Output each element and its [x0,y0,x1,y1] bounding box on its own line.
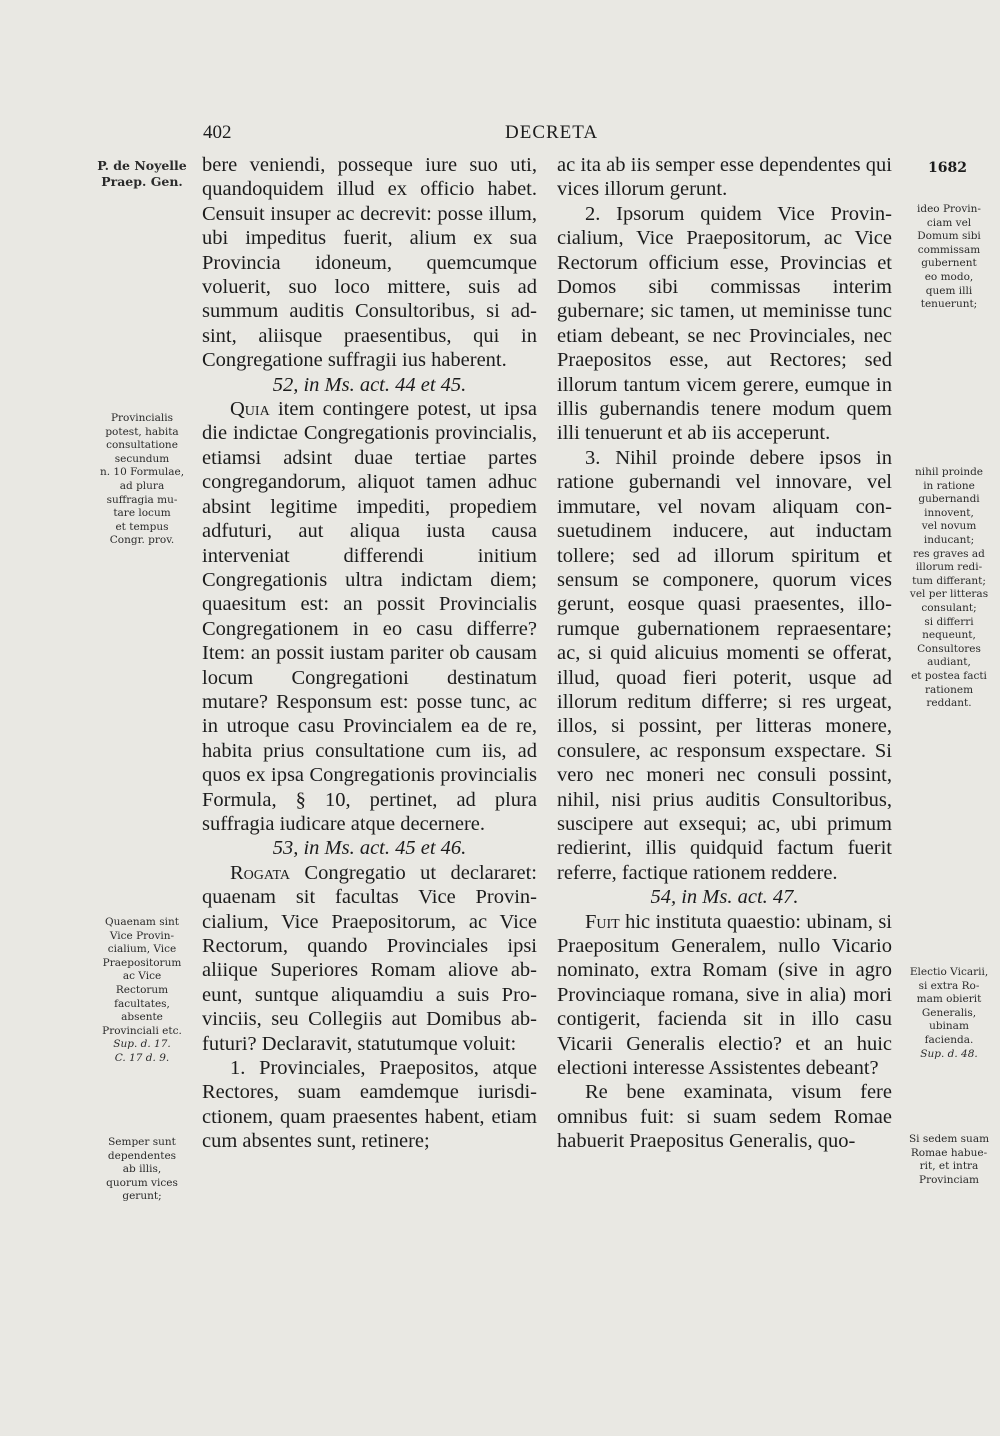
margin-note-electio [902,966,996,1061]
right-text-column [557,153,892,1154]
paragraph: bere veniendi, posseque iure suo uti, quandoquidem illud ex officio habet. Censuit insuper ac decrevit: posse illum, ubi impeditus fuerit, alium ex sua Provincia idoneum, quemcumque voluerit, suo loco mittere, suis ad summum auditis Consultoribus, si adsint, aliisque praesentibus, qui in Congregatione suffragii ius haberent. [202,154,537,372]
margin-line: vel per litteras [909,588,989,601]
author-title: Praep. Gen. [101,174,183,189]
lead-word: Fuit [585,910,620,933]
margin-line: quorum vices [106,1176,178,1189]
lead-word: Rogata [230,861,290,884]
left-text-column [202,153,537,1154]
margin-note-si-sedem [902,1133,996,1187]
paragraph: 2. Ipsorum quidem Vice Provincialium, Vice Praepositorum, ac Vice Rectorum officium esse, Provincias et Domos sibi commissas interim gubernare; sic tamen, ut meminisse tunc etiam debeant, se nec Provinciales, nec Praepositos esse, aut Rectores; sed illorum tantum vicem gerere, eumque in illis gubernandis tenere modum quem illi tenuerunt et ab iis acceperunt. [557,202,892,445]
margin-line: Domum sibi [917,230,981,243]
running-title: DECRETA [505,122,599,143]
margin-reference: Sup. d. 48. [920,1047,978,1060]
margin-line: gubernent [921,257,977,270]
author-margin-note [96,158,188,190]
margin-line: nihil proinde [914,466,984,478]
margin-line: reddant. [926,697,972,710]
margin-line: vel novum [921,520,977,533]
lead-word: Quia [230,398,270,421]
margin-reference: C. 17 d. 9. [114,1051,170,1064]
margin-line: si differri [924,615,974,628]
margin-line: gubernandi [918,493,980,506]
margin-line: rationem [924,683,974,696]
margin-line: Vice Provin- [109,929,175,942]
paragraph: 3. Nihil proinde debere ipsos in ratione gubernandi vel innovare, vel immutare, vel novam aliquam consuetudinem inducere, aut inductam tollere; sed ad illorum spiritum et sensum se componere, quorum vices gerunt, eosque quasi praesentes, illorumque gubernationem repraesentare; ac, si quid alicuius momenti se offerat, illud, quoad fieri poterit, usque ad illorum reditum differre; si res urgeat, illos, si possint, per litteras monere, consulere, ac responsum exspectare. Si vero nec moneri nec consuli possint, nihil, nisi prius auditis Consultoribus, suscipere aut exsequi; ac, ubi primum redierint, illis quidquid factum fuerit referre, factique rationem reddere. [557,446,892,884]
margin-line: Provinciam [919,1173,979,1186]
margin-line: Quaenam sint [105,916,179,928]
margin-line: consulant; [921,601,977,614]
margin-line: facultates, [114,997,170,1010]
margin-line: in ratione [923,479,975,492]
margin-line: Generalis, [921,1006,977,1019]
margin-note-provincialis [96,412,188,548]
margin-note-ideo [902,203,996,312]
author-name: P. de Noyelle [97,158,187,173]
section-heading-54: 54, in Ms. act. 47. [650,886,799,909]
margin-line: res graves ad [913,547,985,560]
margin-line: mam obierit [916,993,982,1006]
margin-line: illorum redi- [915,561,983,574]
paragraph: 1. Provinciales, Praepositos, atque Rectores, suam eamdemque iurisdictionem, quam praesentes habent, etiam cum absentes sunt, retinere; [202,1057,537,1153]
section-heading-52: 52, in Ms. act. 44 et 45. [272,373,467,396]
margin-line: dependentes [107,1149,177,1162]
margin-note-quaenam [96,916,188,1066]
margin-line: facienda. [924,1033,974,1046]
margin-line: tum differant; [912,574,986,587]
page-header [200,122,890,152]
margin-line: Consultores [917,642,981,655]
paragraph-text: item contingere potest, ut ipsa die indictae Congregationis provincialis, etiamsi adsint duae tertiae partes congregandorum, aliquot tamen adhuc absint legitime impediti, propediem adfuturi, aut aliqua iusta causa interveniat differendi initium Congregationis ultra indictam diem; quaesitum est: an possit Provincialis Congregationem in eo casu differre? Item: an possit iustam pariter ob causam locum Congregationi destinatum mutare? Responsum est: posse tunc, ac in utroque casu Provincialem ea de re, habita prius consultatione cum iis, ad quos ex ipsa Congregationis provincialis Formula, § 10, pertinet, ad plura suffragia iudicare atque decernere. [202,398,537,835]
margin-line: gerunt; [122,1190,162,1203]
margin-line: ideo Provin- [917,203,981,215]
margin-line: Romae habue- [910,1146,988,1159]
margin-reference: Sup. d. 17. [113,1038,171,1051]
margin-line: n. 10 Formulae, [99,466,185,479]
margin-note-semper [96,1136,188,1204]
margin-line: ab illis, [122,1163,162,1176]
margin-line: et tempus [115,520,169,533]
margin-line: ac Vice [122,970,162,983]
margin-line: Congr. prov. [109,534,175,547]
paragraph [557,910,892,1081]
margin-line: et postea facti [911,669,987,682]
margin-line: tenuerunt; [920,298,978,311]
section-heading-53: 53, in Ms. act. 45 et 46. [272,837,467,860]
margin-line: innovent, [924,506,974,519]
margin-line: Rectorum [115,983,169,996]
paragraph [202,861,537,1056]
margin-line: commissam [917,243,981,256]
margin-line: Provincialis [110,412,174,424]
margin-line: absente [121,1011,163,1024]
margin-line: Provinciali etc. [102,1024,182,1037]
margin-line: eo modo, [924,270,974,283]
paragraph: Re bene examinata, visum fere omnibus fuit: si suam sedem Romae habuerit Praepositus Generalis, quo- [557,1081,892,1153]
paragraph-text: hic instituta quaestio: ubinam, si Praepositum Generalem, nullo Vicario nominato, extra Romam (sive in agro Provinciaque romana, sive in alia) mori contigerit, facienda sit in illo casu Vicarii Generalis electio? et an huic electioni interesse Assistentes debeant? [557,910,892,1080]
margin-line: nequeunt, [922,629,976,642]
paragraph-text: Congregatio ut declararet: quaenam sit facultas Vice Provincialium, Vice Praepositorum, ac Vice Rectorum, quando Provinciales ipsi aliique Superiores Romam aliove abeunt, suntque aliquamdiu a suis Provinciis, seu Collegiis aut Domibus abfuturi? Declaravit, statutumque voluit: [202,861,537,1055]
margin-line: tare locum [113,507,171,520]
paragraph: ac ita ab iis semper esse dependentes qui vices illorum gerunt. [557,154,892,201]
margin-line: ciam vel [926,216,972,229]
margin-note-nihil [902,466,996,711]
page-number: 402 [203,122,232,143]
margin-line: quem illi [925,284,973,297]
margin-line: si extra Ro- [918,979,980,992]
year-marker: 1682 [928,160,967,176]
margin-line: inducant; [923,533,975,546]
margin-line: rit, et intra [919,1160,979,1173]
margin-line: cialium, Vice [107,943,177,956]
margin-line: consultatione [106,439,178,452]
margin-line: audiant, [927,656,971,669]
margin-line: potest, habita [105,425,179,438]
margin-line: secundum [114,452,170,465]
margin-line: Si sedem suam [908,1133,990,1145]
margin-line: ubinam [929,1020,969,1033]
margin-line: ad plura [119,479,165,492]
margin-line: Praepositorum [102,956,182,969]
paragraph [202,397,537,836]
margin-line: Semper sunt [108,1136,176,1148]
margin-line: Electio Vicarii, [909,966,989,978]
margin-line: suffragia mu- [106,493,178,506]
